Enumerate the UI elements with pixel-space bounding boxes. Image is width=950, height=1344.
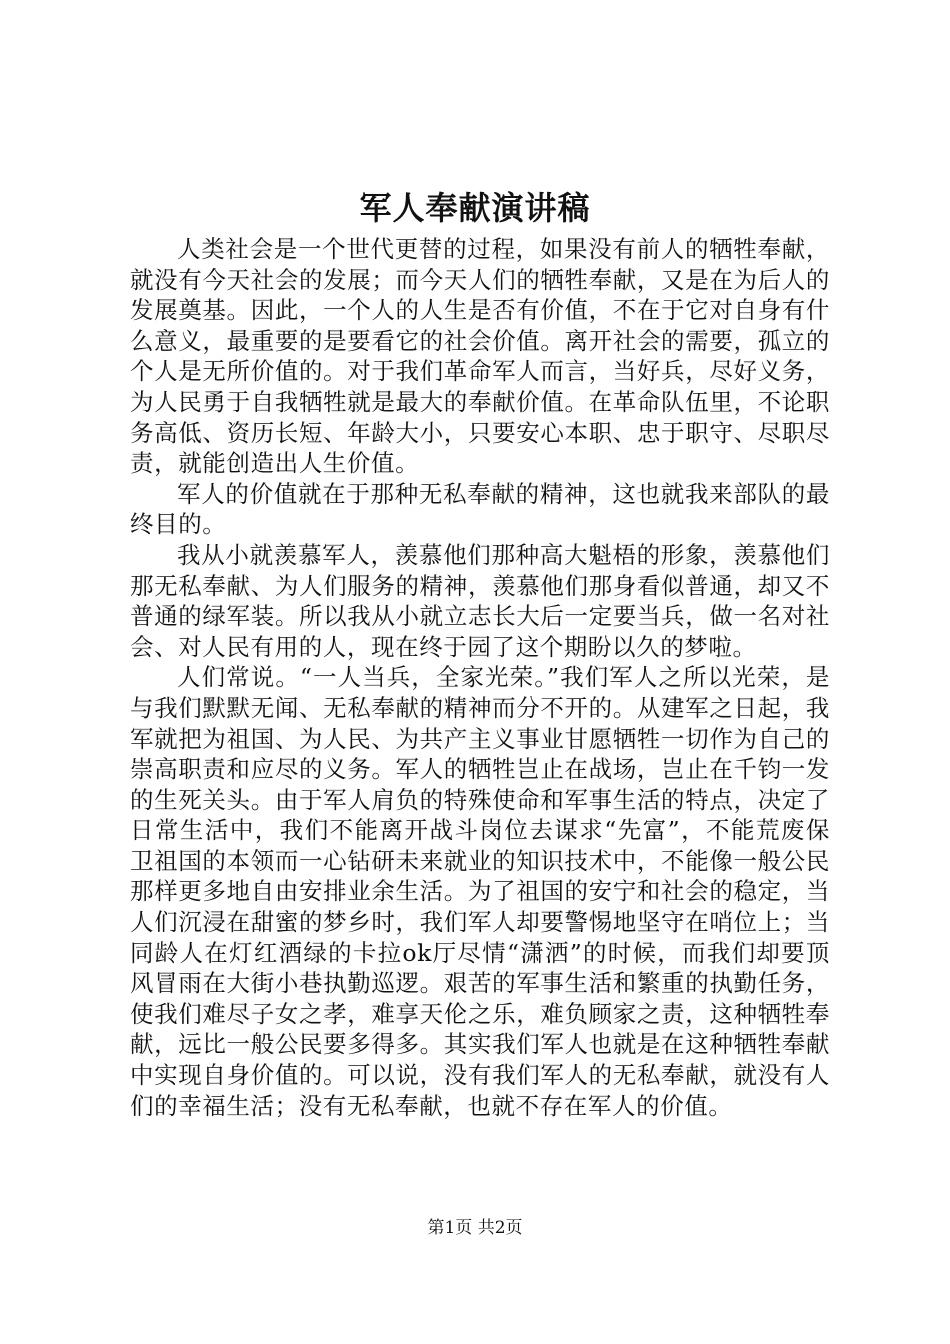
paragraph: 我从小就羡慕军人，羡慕他们那种高大魁梧的形象，羡慕他们那无私奉献、为人们服务的精神，羡慕他们那身看似普通，却又不普通的绿军装。所以我从小就立志长大后一定要当兵，做一名对社会、对人民有用的人，现在终于园了这个期盼以久的梦啦。 (130, 540, 830, 661)
paragraph: 军人的价值就在于那种无私奉献的精神，这也就我来部队的最终目的。 (130, 479, 830, 539)
document-body (130, 234, 830, 1121)
paragraph: 人们常说。“一人当兵，全家光荣。”我们军人之所以光荣，是与我们默默无闻、无私奉献的精神而分不开的。从建军之日起，我军就把为祖国、为人民、为共产主义事业甘愿牺牲一切作为自己的崇高职责和应尽的义务。军人的牺牲岂止在战场，岂止在千钧一发的生死关头。由于军人肩负的特殊使命和军事生活的特点，决定了日常生活中，我们不能离开战斗岗位去谋求“先富”，不能荒废保卫祖国的本领而一心钻研未来就业的知识技术中，不能像一般公民那样更多地自由安排业余生活。为了祖国的安宁和社会的稳定，当人们沉浸在甜蜜的梦乡时，我们军人却要警惕地坚守在哨位上；当同龄人在灯红酒绿的卡拉ok厅尽情“潇洒”的时候，而我们却要顶风冒雨在大街小巷执勤巡逻。艰苦的军事生活和繁重的执勤任务，使我们难尽子女之孝，难享天伦之乐，难负顾家之责，这种牺牲奉献，远比一般公民要多得多。其实我们军人也就是在这种牺牲奉献中实现自身价值的。可以说，没有我们军人的无私奉献，就没有人们的幸福生活；没有无私奉献，也就不存在军人的价值。 (130, 663, 830, 1120)
page-number-footer: 第1页 共2页 (427, 1218, 523, 1238)
document-title: 军人奉献演讲稿 (359, 189, 591, 227)
paragraph: 人类社会是一个世代更替的过程，如果没有前人的牺牲奉献，就没有今天社会的发展；而今天人们的牺牲奉献，又是在为后人的发展奠基。因此，一个人的人生是否有价值，不在于它对自身有什么意义，最重要的是要看它的社会价值。离开社会的需要，孤立的个人是无所价值的。对于我们革命军人而言，当好兵，尽好义务，为人民勇于自我牺牲就是最大的奉献价值。在革命队伍里，不论职务高低、资历长短、年龄大小，只要安心本职、忠于职守、尽职尽责，就能创造出人生价值。 (130, 235, 830, 478)
